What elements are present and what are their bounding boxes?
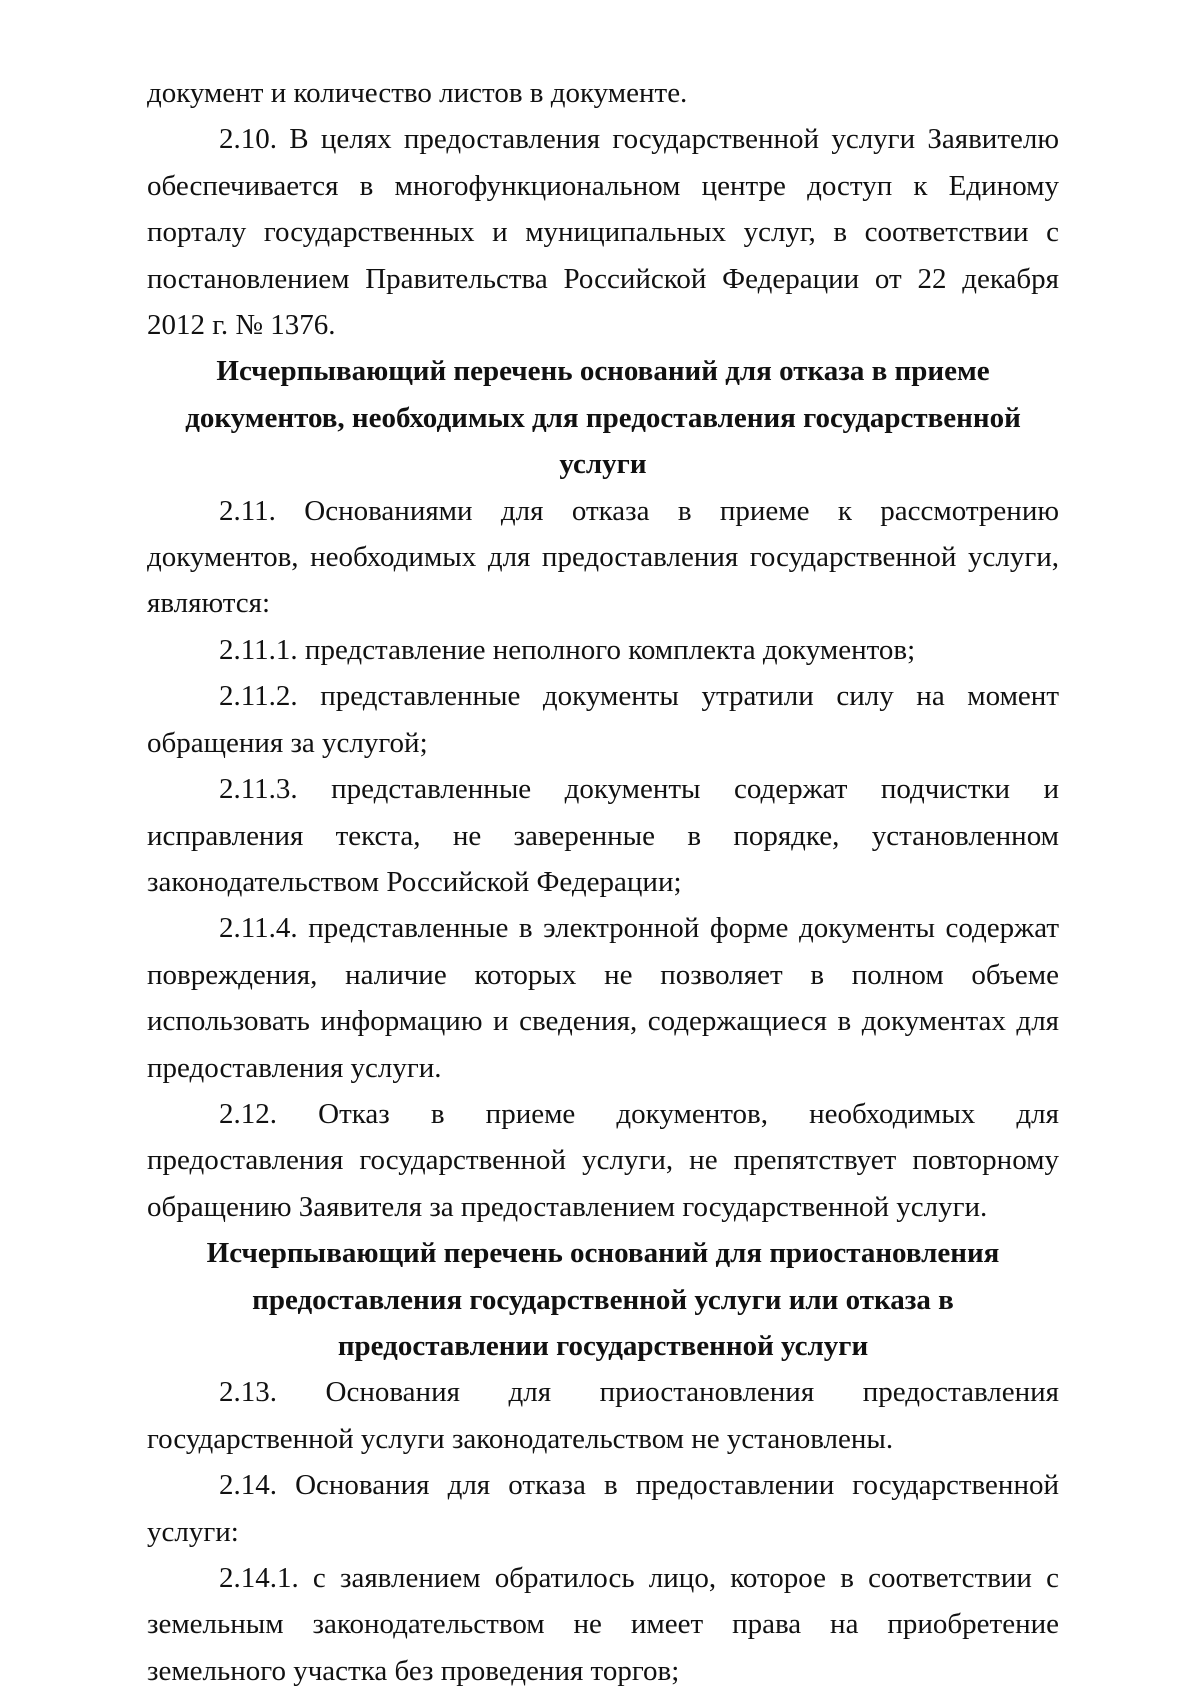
paragraph-2-14-1: 2.14.1. с заявлением обратилось лицо, которое в соответствии с земельным законодательством не имеет права на приобретение земельного участка без проведения торгов; — [147, 1562, 1059, 1687]
section-heading-suspension-refusal — [147, 1230, 1059, 1369]
paragraph-2-12: 2.12. Отказ в приеме документов, необходимых для предоставления государственной услуги, не препятствует повторному обращению Заявителя за предоставлением государственной услуги. — [147, 1097, 1059, 1223]
paragraph-2-11: 2.11. Основаниями для отказа в приеме к рассмотрению документов, необходимых для предоставления государственной услуги, являются: — [147, 494, 1059, 620]
document-page — [147, 70, 1059, 1694]
section-heading-refusal-acceptance — [147, 348, 1059, 487]
heading-line: документов, необходимых для предоставления государственной услуги — [185, 401, 1021, 481]
heading-line: предоставлении государственной услуги — [337, 1329, 869, 1362]
paragraph-2-11-2: 2.11.2. представленные документы утратили силу на момент обращения за услугой; — [147, 680, 1059, 759]
paragraph-2-11-3: 2.11.3. представленные документы содержат подчистки и исправления текста, не заверенные в порядке, установленном законодательством Российской Федерации; — [147, 773, 1059, 898]
heading-line: Исчерпывающий перечень оснований для отказа в приеме — [216, 355, 990, 388]
heading-line: Исчерпывающий перечень оснований для приостановления — [206, 1237, 1000, 1270]
paragraph-2-11-1: 2.11.1. представление неполного комплекта документов; — [219, 633, 916, 666]
paragraph-2-11-4: 2.11.4. представленные в электронной форме документы содержат повреждения, наличие которых не позволяет в полном объеме использовать информацию и сведения, содержащиеся в документах для предоставления услуги. — [147, 912, 1059, 1084]
paragraph-2-10: 2.10. В целях предоставления государственной услуги Заявителю обеспечивается в многофункциональном центре доступ к Единому порталу государственных и муниципальных услуг, в соответствии с постановлением Правительства Российской Федерации от 22 декабря 2012 г. № 1376. — [147, 123, 1059, 342]
paragraph-continuation: документ и количество листов в документе. — [147, 77, 688, 109]
paragraph-2-13: 2.13. Основания для приостановления предоставления государственной услуги законодательством не установлены. — [147, 1376, 1059, 1455]
heading-line: предоставления государственной услуги или отказа в — [252, 1283, 954, 1316]
paragraph-2-14: 2.14. Основания для отказа в предоставлении государственной услуги: — [147, 1469, 1059, 1548]
